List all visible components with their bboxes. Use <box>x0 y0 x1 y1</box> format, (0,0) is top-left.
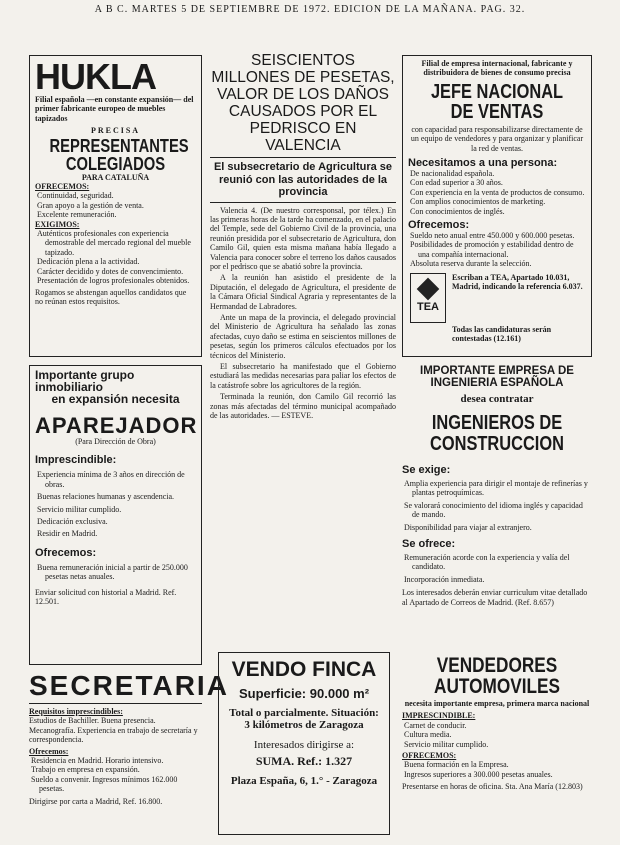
secretaria-reqs-title: Requisitos imprescindibles: <box>29 707 123 716</box>
finca-line: SUMA. Ref.: 1.327 <box>255 754 353 768</box>
ingenieros-exige: Disponibilidad para viajar al extranjero. <box>404 522 532 532</box>
finca-line: Total o parcialmente. Situación: <box>229 707 379 719</box>
aparejador-intro-2: en expansión necesita <box>51 392 180 406</box>
jefe-title-1: JEFE NACIONAL <box>430 80 564 103</box>
vendedores-offer: Ingresos superiores a 300.000 pesetas anuales. <box>404 769 553 779</box>
secretaria-footer: Dirigirse por carta a Madrid, Ref. 16.800. <box>29 796 163 806</box>
finca-surface-label: Superficie: <box>238 686 307 701</box>
ingenieros-exige-title: Se exige: <box>402 464 451 476</box>
vendedores-req: Cultura media. <box>404 730 452 740</box>
hukla-title-1: REPRESENTANTES <box>49 135 189 156</box>
vendedores-ad <box>402 655 592 840</box>
secretaria-off-title: Ofrecemos: <box>29 746 69 756</box>
aparejador-offer: Buena remuneración inicial a partir de 250.000 pesetas netas anuales. <box>37 562 188 582</box>
aparejador-req: Buenas relaciones humanas y ascendencia. <box>37 492 175 502</box>
jefe-offer: Sueldo neto anual entre 450.000 y 600.000 pesetas. <box>410 231 575 241</box>
jefe-footer: Todas las candidaturas serán contestadas (12.161) <box>452 324 552 344</box>
secretaria-offer: Trabajo en empresa en expansión. <box>31 765 140 775</box>
jefe-desc: con capacidad para responsabilizarse directamente de un equipo de vendedores y para organizar y planificar la red de ventas. <box>410 124 584 153</box>
aparejador-footer: Enviar solicitud con historial a Madrid. Ref. 12.501. <box>35 587 177 607</box>
secretaria-ad <box>29 670 229 842</box>
hukla-offer: Continuidad, seguridad. <box>37 191 114 201</box>
article-headline: SEISCIENTOS MILLONES DE PESETAS, VALOR DE LOS DAÑOS CAUSADOS POR EL PEDRISCO EN VALENCIA <box>211 52 395 154</box>
aparejador-req-title: Imprescindible: <box>35 454 117 467</box>
ingenieros-title-1: INGENIEROS DE <box>431 412 563 434</box>
hukla-tagline: Filial española —en constante expansión— del primer fabricante europeo de muebles tapizados <box>35 95 194 123</box>
hukla-logo: HUKLA <box>35 56 156 97</box>
jefe-offer: Posibilidades de promoción y estabilidad dentro de una compañía internacional. <box>410 240 574 259</box>
vendedores-req: Servicio militar cumplido. <box>404 739 489 749</box>
ingenieros-ofrece: Remuneración acorde con la experiencia y valía del candidato. <box>404 553 570 572</box>
hukla-req: Carácter decidido y dotes de convencimiento. <box>37 266 184 276</box>
hukla-offer: Gran apoyo a la gestión de venta. <box>37 200 144 210</box>
jefe-ventas-ad <box>402 55 592 357</box>
jefe-need: Con amplios conocimientos de marketing. <box>410 197 546 207</box>
ingenieros-footer: Los interesados deberán enviar curriculum vitae detallado al Apartado de Correos de Madrid. (Ref. 8.657) <box>402 588 588 607</box>
ingenieros-ofrece: Incorporación inmediata. <box>404 574 485 584</box>
vendedores-title-2: AUTOMOVILES <box>434 675 560 698</box>
ingenieros-exige: Amplia experiencia para dirigir el montaje de refinerías y plantas petroquímicas. <box>404 479 588 498</box>
article-subhead: El subsecretario de Agricultura se reunió con las autoridades de la provincia <box>213 161 393 198</box>
secretaria-reqs: Estudios de Bachiller. Buena presencia. Mecanografía. Experiencia en trabajo de secretaría y correspondencia. <box>29 716 198 745</box>
vendedores-offer: Buena formación en la Empresa. <box>404 760 509 770</box>
jefe-need: Con conocimientos de inglés. <box>410 206 505 216</box>
hukla-offer: Excelente remuneración. <box>37 210 117 220</box>
jefe-offers-title: Ofrecemos: <box>408 219 470 232</box>
page-header: A B C. MARTES 5 DE SEPTIEMBRE DE 1972. EDICION DE LA MAÑANA. PAG. 32. <box>94 4 526 15</box>
aparejador-intro-1: Importante grupo inmobiliario <box>35 368 135 394</box>
vendedores-off-title: OFRECEMOS: <box>402 751 457 761</box>
finca-line: 3 kilómetros de Zaragoza <box>244 719 364 731</box>
aparejador-req: Experiencia mínima de 3 años en dirección de obras. <box>37 470 185 489</box>
jefe-intro: Filial de empresa internacional, fabricante y distribuidora de bienes de consumo precisa <box>421 59 573 78</box>
article-paragraph: Ante un mapa de la provincia, el delegado provincial del Ministerio de Agricultura ha señalado las zonas afectadas, cuyo daño se estima en seiscientos millones de pesetas, según los primeros cálculos efectuados por los técnicos del Ministerio. <box>210 312 396 360</box>
hukla-req: Auténticos profesionales con experiencia demostrable del mercado regional del mueble tapizado. <box>37 229 191 257</box>
finca-line: Plaza España, 6, 1.° - Zaragoza <box>230 775 378 787</box>
article-paragraph: Terminada la reunión, don Camilo Gil recorrió las zonas más afectadas del término municipal acompañado de las autoridades. — ESTEVE. <box>210 392 396 421</box>
jefe-need: Con edad superior a 30 años. <box>410 178 503 188</box>
hukla-area: PARA CATALUÑA <box>81 172 150 182</box>
aparejador-subtitle: (Para Dirección de Obra) <box>75 437 156 446</box>
article-paragraph: Valencia 4. (De nuestro corresponsal, por télex.) En las primeras horas de la tarde ha comenzado, en el palacio del Temple, sede del Gobierno Civil de la provincia, una reunión presidida por el subsecretario de Agricultura, don Camilo Gil, quien esta misma mañana había llegado a Valencia para conocer sobre el terreno los daños causados por el pedrisco que se abatió sobre la provincia. <box>210 205 396 271</box>
finca-ad <box>218 652 390 835</box>
hukla-req: Dedicación plena a la actividad. <box>37 257 140 267</box>
jefe-title-2: DE VENTAS <box>450 100 544 123</box>
vendedores-intro: necesita importante empresa, primera marca nacional <box>404 699 590 708</box>
ingenieros-desea: desea contratar <box>460 393 534 405</box>
article-paragraph: El subsecretario ha manifestado que el Gobierno estudiará las medidas necesarias para paliar los efectos de la catástrofe sobre los agricultores de la región. <box>210 362 396 390</box>
ingenieros-ofrece-title: Se ofrece: <box>402 538 456 551</box>
aparejador-ad <box>29 365 202 665</box>
finca-title: VENDO FINCA <box>231 658 377 681</box>
vendedores-title-1: VENDEDORES <box>436 654 558 677</box>
ingenieros-intro-2: INGENIERIA ESPAÑOLA <box>430 376 564 389</box>
hukla-req: Presentación de logros profesionales obtenidos. <box>37 276 190 286</box>
vendedores-req: Carnet de conducir. <box>404 720 467 730</box>
ingenieros-ad <box>402 366 592 648</box>
secretaria-title: SECRETARIA <box>29 670 229 701</box>
jefe-needs-title: Necesitamos a una persona: <box>408 157 558 170</box>
article-paragraph: A la reunión han asistido el presidente de la Diputación, el delegado de Agricultura, el presidente de la Cámara Oficial Sindical Agraria y representantes de la Hermandad de Labradores. <box>210 273 396 311</box>
jefe-offer: Absoluta reserva durante la selección. <box>410 259 532 269</box>
aparejador-req: Servicio militar cumplido. <box>37 504 122 514</box>
aparejador-req: Residir en Madrid. <box>37 529 98 539</box>
vendedores-req-title: IMPRESCINDIBLE: <box>402 711 476 721</box>
secretaria-offer: Residencia en Madrid. Horario intensivo. <box>31 756 164 766</box>
finca-surface-value: 90.000 m² <box>309 686 370 701</box>
aparejador-title: APAREJADOR <box>35 413 198 438</box>
aparejador-req: Dedicación exclusiva. <box>37 517 108 527</box>
hukla-footer: Rogamos se abstengan aquellos candidatos que no reúnan estos requisitos. <box>35 287 187 306</box>
tea-logo: TEA <box>410 273 446 323</box>
ingenieros-exige: Se valorará conocimiento del idioma inglés y capacidad de mando. <box>404 500 583 520</box>
hukla-precisa: PRECISA <box>90 126 141 136</box>
ingenieros-title-2: CONSTRUCCION <box>430 433 564 455</box>
news-article <box>210 52 396 647</box>
jefe-box-text: Escriban a TEA, Apartado 10.031, Madrid, indicando la referencia 6.037. <box>452 272 583 292</box>
vendedores-footer: Presentarse en horas de oficina. Sta. Ana María (12.803) <box>402 782 583 792</box>
jefe-need: De nacionalidad española. <box>410 169 495 179</box>
hukla-reqs-title: EXIGIMOS: <box>35 219 80 229</box>
jefe-need: Con experiencia en la venta de productos de consumo. <box>410 187 585 197</box>
hukla-ad <box>29 55 202 357</box>
ingenieros-intro-1: IMPORTANTE EMPRESA DE <box>420 365 574 377</box>
hukla-title-2: COLEGIADOS <box>65 153 166 174</box>
finca-line: Interesados dirigirse a: <box>253 739 355 751</box>
aparejador-off-title: Ofrecemos: <box>35 546 97 559</box>
diamond-icon <box>417 277 440 300</box>
secretaria-offer: Sueldo a convenir. Ingresos mínimos 162.000 pesetas. <box>31 774 178 794</box>
hukla-offers-title: OFRECEMOS: <box>35 182 90 192</box>
